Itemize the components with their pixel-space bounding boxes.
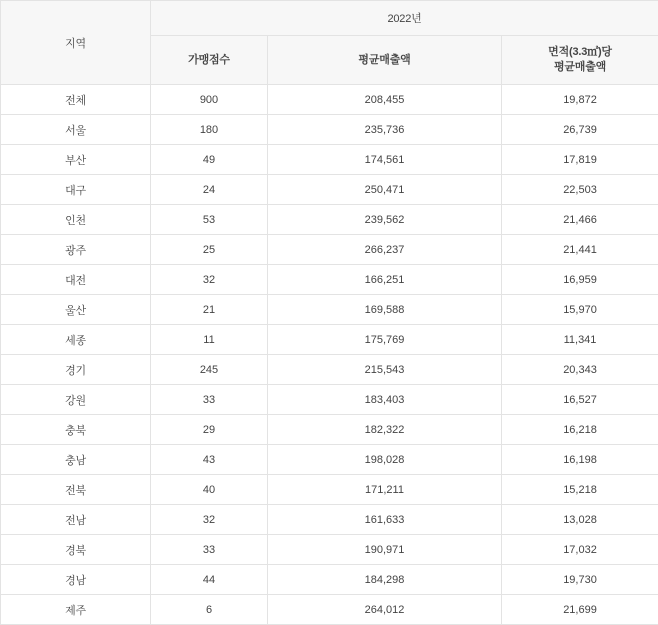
table-row <box>1 295 658 325</box>
cell-region: 전남 <box>1 505 151 535</box>
table-row <box>1 265 658 295</box>
table-body <box>1 85 658 625</box>
cell-store-count: 245 <box>151 355 268 385</box>
table-row <box>1 385 658 415</box>
cell-average-sales: 266,237 <box>268 235 502 265</box>
column-header-average-sales: 평균매출액 <box>268 36 502 85</box>
cell-region: 충남 <box>1 445 151 475</box>
cell-store-count: 40 <box>151 475 268 505</box>
table-header <box>1 1 658 85</box>
cell-region: 제주 <box>1 595 151 625</box>
cell-store-count: 49 <box>151 145 268 175</box>
cell-store-count: 32 <box>151 505 268 535</box>
cell-sales-per-area: 17,032 <box>502 535 658 565</box>
cell-average-sales: 198,028 <box>268 445 502 475</box>
cell-sales-per-area: 19,730 <box>502 565 658 595</box>
cell-sales-per-area: 26,739 <box>502 115 658 145</box>
cell-average-sales: 184,298 <box>268 565 502 595</box>
cell-average-sales: 174,561 <box>268 145 502 175</box>
cell-average-sales: 208,455 <box>268 85 502 115</box>
cell-average-sales: 239,562 <box>268 205 502 235</box>
cell-average-sales: 190,971 <box>268 535 502 565</box>
cell-region: 광주 <box>1 235 151 265</box>
table-row <box>1 565 658 595</box>
cell-store-count: 29 <box>151 415 268 445</box>
cell-store-count: 44 <box>151 565 268 595</box>
cell-sales-per-area: 20,343 <box>502 355 658 385</box>
cell-sales-per-area: 11,341 <box>502 325 658 355</box>
table-row <box>1 205 658 235</box>
cell-region: 울산 <box>1 295 151 325</box>
table-row <box>1 355 658 385</box>
cell-region: 인천 <box>1 205 151 235</box>
cell-average-sales: 183,403 <box>268 385 502 415</box>
cell-average-sales: 250,471 <box>268 175 502 205</box>
cell-average-sales: 264,012 <box>268 595 502 625</box>
cell-sales-per-area: 21,699 <box>502 595 658 625</box>
cell-region: 부산 <box>1 145 151 175</box>
table-row <box>1 145 658 175</box>
cell-region: 세종 <box>1 325 151 355</box>
cell-region: 충북 <box>1 415 151 445</box>
cell-store-count: 6 <box>151 595 268 625</box>
table-row <box>1 115 658 145</box>
cell-average-sales: 166,251 <box>268 265 502 295</box>
cell-sales-per-area: 16,218 <box>502 415 658 445</box>
column-header-region: 지역 <box>1 1 151 85</box>
cell-store-count: 11 <box>151 325 268 355</box>
table-row <box>1 325 658 355</box>
header-row-year <box>1 1 658 36</box>
table-row <box>1 445 658 475</box>
table-row <box>1 175 658 205</box>
cell-sales-per-area: 22,503 <box>502 175 658 205</box>
table-row <box>1 415 658 445</box>
cell-region: 전체 <box>1 85 151 115</box>
cell-sales-per-area: 16,527 <box>502 385 658 415</box>
cell-sales-per-area: 17,819 <box>502 145 658 175</box>
sales-per-area-line1: 면적(3.3㎡)당 <box>548 46 612 58</box>
cell-average-sales: 182,322 <box>268 415 502 445</box>
column-header-store-count: 가맹점수 <box>151 36 268 85</box>
cell-store-count: 24 <box>151 175 268 205</box>
cell-average-sales: 175,769 <box>268 325 502 355</box>
cell-store-count: 43 <box>151 445 268 475</box>
cell-store-count: 32 <box>151 265 268 295</box>
cell-sales-per-area: 21,441 <box>502 235 658 265</box>
cell-store-count: 21 <box>151 295 268 325</box>
cell-average-sales: 171,211 <box>268 475 502 505</box>
column-header-year: 2022년 <box>151 1 658 36</box>
cell-region: 경기 <box>1 355 151 385</box>
table-row <box>1 85 658 115</box>
cell-average-sales: 235,736 <box>268 115 502 145</box>
cell-average-sales: 215,543 <box>268 355 502 385</box>
sales-per-area-line2: 평균매출액 <box>554 61 606 73</box>
table-row <box>1 505 658 535</box>
cell-sales-per-area: 16,959 <box>502 265 658 295</box>
cell-sales-per-area: 19,872 <box>502 85 658 115</box>
cell-store-count: 900 <box>151 85 268 115</box>
cell-sales-per-area: 13,028 <box>502 505 658 535</box>
cell-region: 경북 <box>1 535 151 565</box>
table-row <box>1 535 658 565</box>
cell-average-sales: 161,633 <box>268 505 502 535</box>
column-header-sales-per-area <box>502 36 658 85</box>
cell-region: 대전 <box>1 265 151 295</box>
table-row <box>1 235 658 265</box>
cell-sales-per-area: 15,970 <box>502 295 658 325</box>
table-row <box>1 475 658 505</box>
cell-sales-per-area: 21,466 <box>502 205 658 235</box>
table-row <box>1 595 658 625</box>
cell-sales-per-area: 16,198 <box>502 445 658 475</box>
cell-store-count: 25 <box>151 235 268 265</box>
cell-region: 경남 <box>1 565 151 595</box>
cell-region: 강원 <box>1 385 151 415</box>
cell-sales-per-area: 15,218 <box>502 475 658 505</box>
cell-store-count: 180 <box>151 115 268 145</box>
cell-store-count: 33 <box>151 385 268 415</box>
cell-region: 대구 <box>1 175 151 205</box>
cell-region: 전북 <box>1 475 151 505</box>
cell-region: 서울 <box>1 115 151 145</box>
cell-store-count: 53 <box>151 205 268 235</box>
cell-average-sales: 169,588 <box>268 295 502 325</box>
cell-store-count: 33 <box>151 535 268 565</box>
